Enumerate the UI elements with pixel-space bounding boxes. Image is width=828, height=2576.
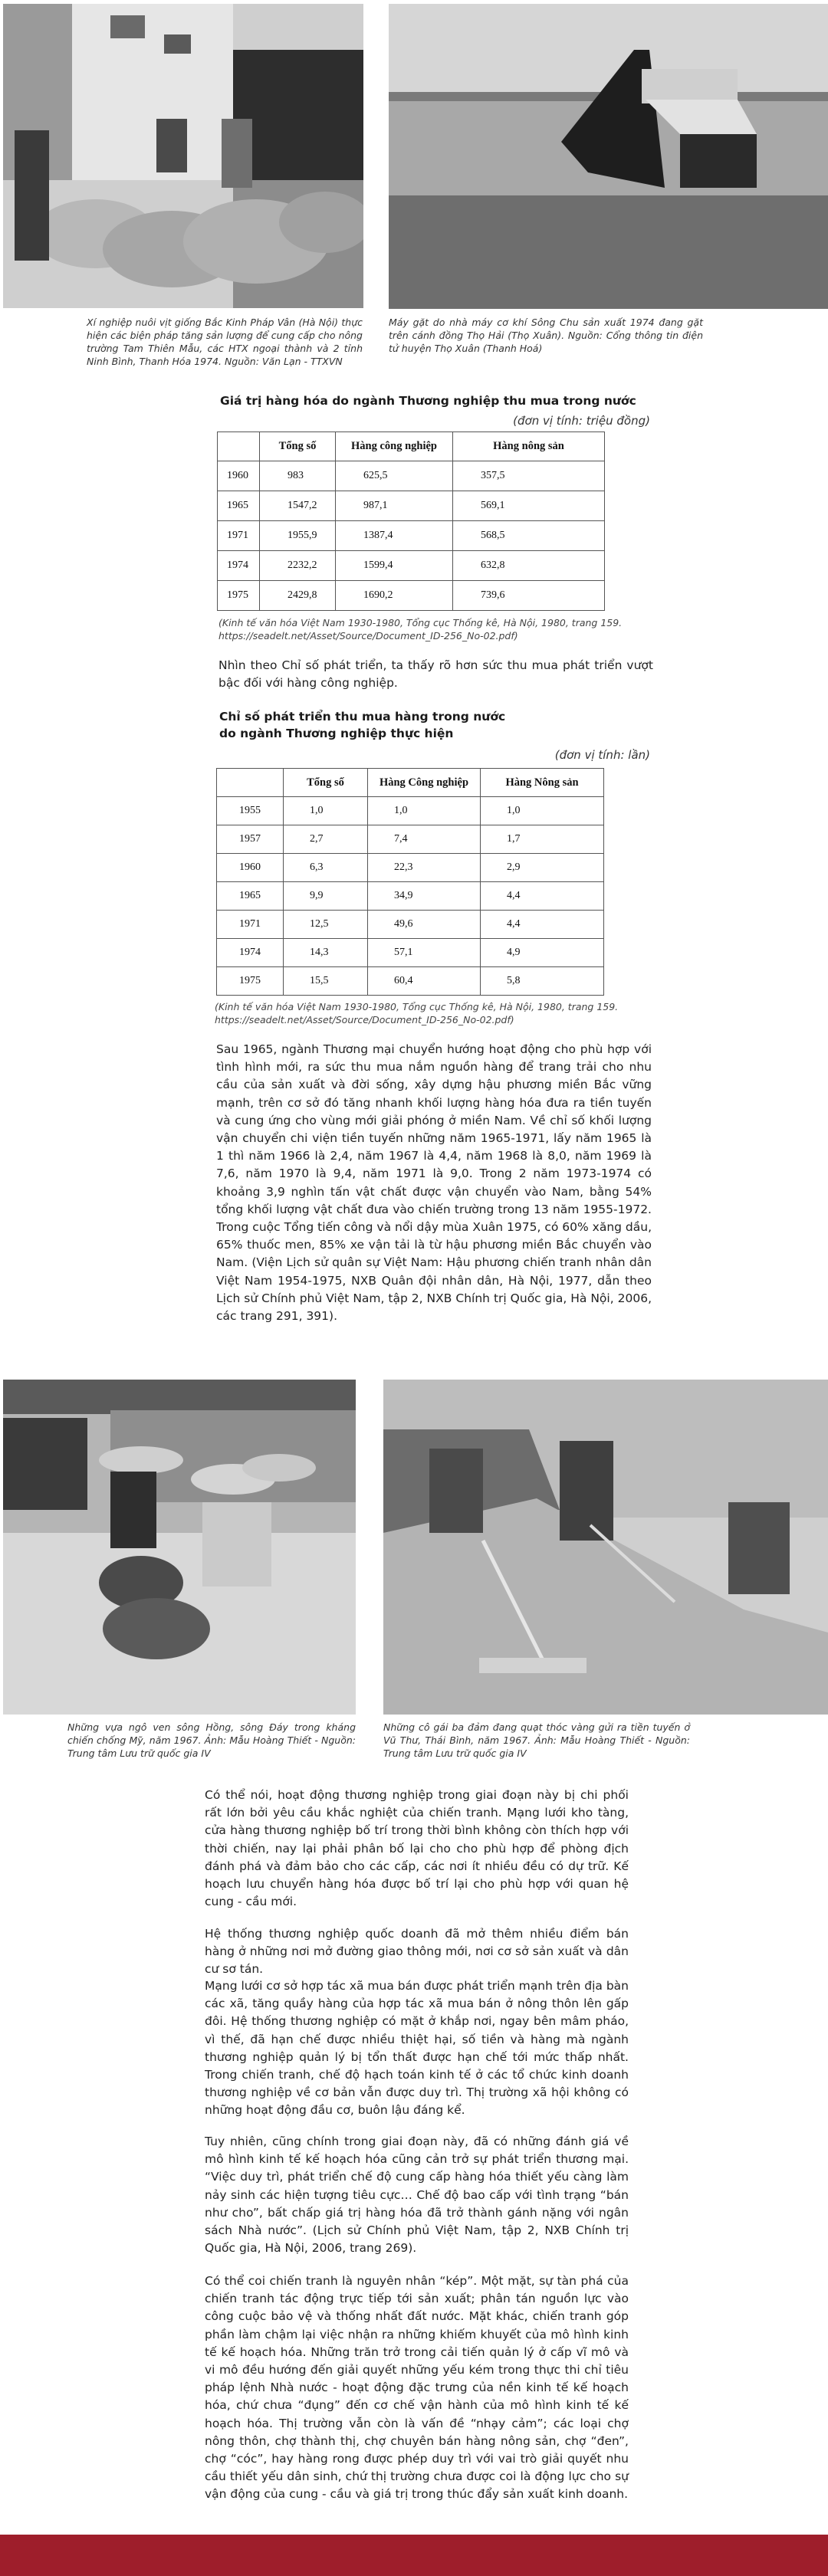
photo-caption: Xí nghiệp nuôi vịt giống Bắc Kinh Pháp Vân (Hà Nội) thực hiện các biện pháp tăng sản lượng để cung cấp cho nông trường Tam Thiên Mẫu, các HTX ngoại thành và 2 tỉnh Ninh Bình, Thanh Hóa 1974. Nguồn: Văn Lạn - TTXVN xyxy=(87,317,363,367)
year-cell: 1955 xyxy=(217,797,284,825)
intro-paragraph: Nhìn theo Chỉ số phát triển, ta thấy rõ hơn sức thu mua phát triển vượt bậc đối với hàng công nghiệp. xyxy=(219,658,653,691)
value-cell: 4,4 xyxy=(481,882,604,911)
year-cell: 1960 xyxy=(218,461,260,491)
photo-caption: Những vựa ngô ven sông Hồng, sông Đáy trong kháng chiến chống Mỹ, năm 1967. Ảnh: Mẫu Hoàng Thiết - Nguồn: Trung tâm Lưu trữ quốc gia IV xyxy=(67,1721,356,1759)
header-cell: Tổng số xyxy=(284,769,368,797)
table-row xyxy=(217,854,604,882)
paragraph-after-1965: Sau 1965, ngành Thương mại chuyển hướng hoạt động cho phù hợp với tình hình mới, ra sức thu mua nắm nguồn hàng để trang trải cho nhu cầu của sản xuất và đời sống, xây dựng hậu phương miền Bắc vững mạnh, trên cơ sở đó tăng nhanh khối lượng hàng hóa đưa ra tiền tuyến và cung ứng cho vùng mới giải phóng ở miền Nam. Về chỉ số khối lượng vận chuyển chi viện tiền tuyến những năm 1965-1971, lấy năm 1965 là 1 thì năm 1966 là 2,4, năm 1967 là 4,4, năm 1968 là 8,0, năm 1969 là 7,6, năm 1970 là 9,4, năm 1971 là 9,0. Trong 2 năm 1973-1974 có khoảng 3,9 nghìn tấn vật chất được vận chuyển vào Nam, bằng 54% tổng khối lượng vật chất đưa vào chiến trường trong 13 năm 1955-1972. Trong cuộc Tổng tiến công và nổi dậy mùa Xuân 1975, có 60% xăng dầu, 65% thuốc men, 85% xe vận tải là từ hậu phương miền Bắc chuyển vào Nam. (Viện Lịch sử quân sự Việt Nam: Hậu phương chiến tranh nhân dân Việt Nam 1954-1975, NXB Quân đội nhân dân, Hà Nội, 1977, dẫn theo Lịch sử Chính phủ Việt Nam, tập 2, NXB Chính trị Quốc gia, Hà Nội, 2006, các trang 291, 391). xyxy=(216,1042,652,1324)
year-cell: 1957 xyxy=(217,825,284,854)
header-cell: Hàng nông sản xyxy=(453,432,605,461)
photo-harvester xyxy=(389,4,828,309)
header-cell: Hàng Công nghiệp xyxy=(368,769,481,797)
photo-caption: Máy gặt do nhà máy cơ khí Sông Chu sản xuất 1974 đang gặt trên cánh đồng Thọ Hải (Thọ Xuân). Nguồn: Cổng thông tin điện tử huyện Thọ Xuân (Thanh Hoá) xyxy=(389,317,703,354)
table1-source: (Kinh tế văn hóa Việt Nam 1930-1980, Tổng cục Thống kê, Hà Nội, 1980, trang 159. https://seadelt.net/Asset/Source/Document_ID-256_No-02.pdf) xyxy=(219,617,623,642)
header-cell: Tổng số xyxy=(260,432,336,461)
year-cell: 1971 xyxy=(217,911,284,939)
table-row xyxy=(217,967,604,996)
value-cell: 2232,2 xyxy=(260,551,336,581)
rice-drying-image xyxy=(383,1380,828,1715)
value-cell: 1955,9 xyxy=(260,521,336,551)
value-cell: 2,7 xyxy=(284,825,368,854)
value-cell: 4,4 xyxy=(481,911,604,939)
table1-unit: (đơn vị tính: triệu đồng) xyxy=(513,414,650,428)
value-cell: 12,5 xyxy=(284,911,368,939)
corn-storage-image xyxy=(3,1380,356,1715)
photo-duck-farm xyxy=(3,4,363,308)
value-cell: 983 xyxy=(260,461,336,491)
table-row xyxy=(218,551,605,581)
value-cell: 1547,2 xyxy=(260,491,336,521)
value-cell: 357,5 xyxy=(453,461,605,491)
table-row xyxy=(218,461,605,491)
table-row xyxy=(217,825,604,854)
table-row xyxy=(218,491,605,521)
table-row xyxy=(217,882,604,911)
paragraph-4: Tuy nhiên, cũng chính trong giai đoạn này, đã có những đánh giá về mô hình kinh tế kế hoạch hóa cũng cản trở sự phát triển thương mại. “Việc duy trì, phát triển chế độ cung cấp hàng hóa thiết yếu càng làm nảy sinh các hiện tượng tiêu cực… Chế độ bao cấp với tình trạng “bán như cho”, bất chấp giá trị hàng hóa đã trở thành gánh nặng với ngân sách Nhà nước”. (Lịch sử Chính phủ Việt Nam, tập 2, NXB Chính trị Quốc gia, Hà Nội, 2006, trang 269). xyxy=(205,2135,629,2256)
value-cell: 6,3 xyxy=(284,854,368,882)
value-cell: 987,1 xyxy=(336,491,453,521)
year-cell: 1971 xyxy=(218,521,260,551)
table-header-row xyxy=(218,432,605,461)
header-cell: Hàng Nông sản xyxy=(481,769,604,797)
value-cell: 632,8 xyxy=(453,551,605,581)
table-header-row xyxy=(217,769,604,797)
table2-title xyxy=(219,708,649,742)
table2-title-line2: do ngành Thương nghiệp thực hiện xyxy=(219,727,454,740)
year-cell: 1960 xyxy=(217,854,284,882)
table2-source: (Kinh tế văn hóa Việt Nam 1930-1980, Tổng cục Thống kê, Hà Nội, 1980, trang 159. https://seadelt.net/Asset/Source/Document_ID-256_No-02.pdf) xyxy=(215,1001,619,1025)
year-cell: 1975 xyxy=(217,967,284,996)
value-cell: 14,3 xyxy=(284,939,368,967)
value-cell: 4,9 xyxy=(481,939,604,967)
table2-title-line1: Chỉ số phát triển thu mua hàng trong nước xyxy=(219,710,506,724)
year-cell: 1974 xyxy=(217,939,284,967)
value-cell: 1,0 xyxy=(481,797,604,825)
value-cell: 22,3 xyxy=(368,854,481,882)
footer-bar xyxy=(0,2535,828,2576)
paragraph-1: Có thể nói, hoạt động thương nghiệp trong giai đoạn này bị chi phối rất lớn bởi yêu cầu khắc nghiệt của chiến tranh. Mạng lưới kho tàng, cửa hàng thương nghiệp bố trí trong thời bình không còn thích hợp với thời chiến, nay lại phải phân bố lại cho cho phù hợp để phòng địch đánh phá và đảm bảo cho các cấp, các nơi ít nhiều đều có dự trữ. Kế hoạch lưu chuyển hàng hóa được bố trí lại cho phù hợp với quan hệ cung - cầu mới. xyxy=(205,1788,629,1909)
photo-corn-storage xyxy=(3,1380,356,1715)
value-cell: 2,9 xyxy=(481,854,604,882)
harvester-image xyxy=(389,4,828,309)
table-row xyxy=(217,939,604,967)
paragraph-5: Có thể coi chiến tranh là nguyên nhân “kép”. Một mặt, sự tàn phá của chiến tranh tác động trực tiếp tới sản xuất; phân tán nguồn lực vào công cuộc bảo vệ và thống nhất đất nước. Mặt khác, chiến tranh góp phần làm chậm lại việc nhận ra những khiếm khuyết của mô hình kinh tế kế hoạch hóa. Những trăn trở trong cải tiến quản lý ở cấp vĩ mô và vi mô đều hướng đến giải quyết những yếu kém trong thực thi chỉ tiêu pháp lệnh Nhà nước - hoạt động đặc trưng của nền kinh tế kế hoạch hóa, chứ chưa “đụng” đến cơ chế vận hành của mô hình kinh tế kế hoạch hóa. Thị trường vẫn còn là vấn đề “nhạy cảm”; các loại chợ nông thôn, chợ thành thị, chợ chuyên bán hàng nông sản, chợ “đen”, chợ “cóc”, hay hàng rong được phép duy trì với vai trò giải quyết nhu cầu thiết yếu dân sinh, chứ thị trường chưa được coi là động lực cho sự vận động của cung - cầu và giá trị trong thúc đẩy sản xuất kinh doanh. xyxy=(205,2274,629,2502)
paragraph-2: Hệ thống thương nghiệp quốc doanh đã mở thêm nhiều điểm bán hàng ở những nơi mở đường giao thông mới, nơi cơ sở sản xuất và dân cư sơ tán. xyxy=(205,1927,629,1977)
value-cell: 1,0 xyxy=(284,797,368,825)
value-cell: 625,5 xyxy=(336,461,453,491)
table-row xyxy=(218,581,605,611)
header-cell xyxy=(217,769,284,797)
duck-farm-image xyxy=(3,4,363,308)
table-growth-index xyxy=(216,768,604,996)
value-cell: 57,1 xyxy=(368,939,481,967)
value-cell: 15,5 xyxy=(284,967,368,996)
value-cell: 34,9 xyxy=(368,882,481,911)
value-cell: 1690,2 xyxy=(336,581,453,611)
table-row xyxy=(218,521,605,551)
table-row xyxy=(217,911,604,939)
year-cell: 1965 xyxy=(217,882,284,911)
value-cell: 1599,4 xyxy=(336,551,453,581)
value-cell: 9,9 xyxy=(284,882,368,911)
value-cell: 568,5 xyxy=(453,521,605,551)
value-cell: 739,6 xyxy=(453,581,605,611)
value-cell: 569,1 xyxy=(453,491,605,521)
value-cell: 49,6 xyxy=(368,911,481,939)
value-cell: 1,0 xyxy=(368,797,481,825)
table2-unit: (đơn vị tính: lần) xyxy=(554,748,650,762)
paragraph-3: Mạng lưới cơ sở hợp tác xã mua bán được phát triển mạnh trên địa bàn các xã, tăng quầy hàng của hợp tác xã mua bán ở nông thôn lên gấp đôi. Hệ thống thương nghiệp có mặt ở khắp nơi, ngay bên mâm pháo, vì thế, đã hạn chế được nhiều thiệt hại, số tiền và hàng mà ngành thương nghiệp quản lý bị tổn thất được hạn chế tới mức thấp nhất. Trong chiến tranh, chế độ hạch toán kinh tế ở các tổ chức kinh doanh thương nghiệp về cơ bản vẫn được duy trì. Thị trường xã hội không có những hoạt động đầu cơ, buôn lậu đáng kể. xyxy=(205,1979,629,2118)
table-row xyxy=(217,797,604,825)
photo-rice-drying xyxy=(383,1380,828,1715)
value-cell: 7,4 xyxy=(368,825,481,854)
value-cell: 60,4 xyxy=(368,967,481,996)
table1-title: Giá trị hàng hóa do ngành Thương nghiệp thu mua trong nước xyxy=(220,394,636,408)
header-cell xyxy=(218,432,260,461)
value-cell: 2429,8 xyxy=(260,581,336,611)
value-cell: 1387,4 xyxy=(336,521,453,551)
year-cell: 1975 xyxy=(218,581,260,611)
year-cell: 1974 xyxy=(218,551,260,581)
table-commodity-value xyxy=(217,432,605,611)
year-cell: 1965 xyxy=(218,491,260,521)
photo-caption: Những cô gái ba đảm đang quạt thóc vàng gửi ra tiền tuyến ở Vũ Thư, Thái Bình, năm 1967. Ảnh: Mẫu Hoàng Thiết - Nguồn: Trung tâm Lưu trữ quốc gia IV xyxy=(383,1721,690,1759)
value-cell: 5,8 xyxy=(481,967,604,996)
header-cell: Hàng công nghiệp xyxy=(336,432,453,461)
value-cell: 1,7 xyxy=(481,825,604,854)
